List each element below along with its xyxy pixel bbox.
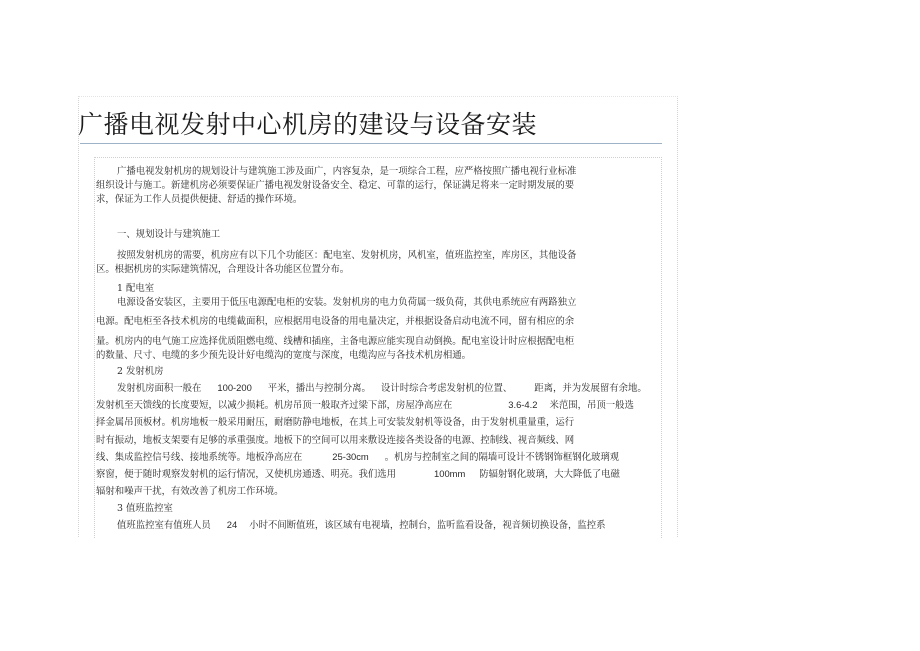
sub2-line-5-a: 线、集成监控信号线、接地系统等。地板净高应在 xyxy=(96,452,303,463)
sub2-line-6 xyxy=(96,468,620,481)
sub2-line-5 xyxy=(96,451,619,464)
sub1-line-2: 电源。配电柜至各技术机房的电缆截面积，应根据用电设备的用电量决定，并根据设备启动电流不同，留有相应的余 xyxy=(96,316,575,327)
sub2-line-6-c: 防辐射钢化玻璃，大大降低了电磁 xyxy=(479,469,620,480)
sub2-line-1-e: 距离，并为发展留有余地。 xyxy=(534,383,647,394)
sub2-line-5-c: 。机房与控制室之间的隔墙可设计不锈钢饰框钢化玻璃观 xyxy=(384,452,620,463)
sub3-line-1-a: 值班监控室有值班人员 xyxy=(117,520,211,531)
section-heading-planning: 一、规划设计与建筑施工 xyxy=(117,229,221,240)
sub2-line-2-b: 3.6-4.2 xyxy=(508,399,538,410)
sub2-line-5-b: 25-30cm xyxy=(332,451,369,462)
section1-line-2: 区。根据机房的实际建筑情况，合理设计各功能区位置分布。 xyxy=(96,264,350,275)
sub1-line-3: 量。机房内的电气施工应选择优质阻燃电缆、线槽和插座，主备电源应能实现自动倒换。配电室设计时应根据配电柜 xyxy=(96,336,575,347)
intro-line-3: 求，保证为工作人员提供便捷、舒适的操作环境。 xyxy=(96,194,303,205)
sub1-line-4: 的数量、尺寸、电缆的多少预先设计好电缆沟的宽度与深度，电缆沟应与各技术机房相通。 xyxy=(96,350,472,361)
sub2-line-1 xyxy=(117,382,647,395)
sub3-line-1-c: 小时不间断值班，该区域有电视墙，控制台，监听监看设备，视音频切换设备，监控系 xyxy=(249,520,606,531)
title-underline xyxy=(80,143,662,144)
sub2-line-2-c: 米范围，吊顶一般选 xyxy=(549,400,634,411)
sub2-line-1-c: 平米，播出与控制分离。 xyxy=(267,383,371,394)
subsection-heading-power-room: 1 配电室 xyxy=(117,283,155,294)
sub2-line-1-a: 发射机房面积一般在 xyxy=(117,383,202,394)
sub2-line-1-b: 100-200 xyxy=(217,382,252,393)
section1-line-1: 按照发射机房的需要，机房应有以下几个功能区：配电室、发射机房，风机室，值班监控室，库房区，其他设备 xyxy=(117,250,577,261)
sub2-line-1-d: 设计时综合考虑发射机的位置、 xyxy=(380,383,513,394)
subsection-heading-monitoring-room: 3 值班监控室 xyxy=(117,503,173,514)
sub2-line-2-a: 发射机至天馈线的长度要短，以减少损耗。机房吊顶一般取齐过梁下部，房屋净高应在 xyxy=(96,400,453,411)
subsection-heading-transmitter-room: 2 发射机房 xyxy=(117,366,164,377)
sub2-line-2 xyxy=(96,399,634,412)
sub1-line-1: 电源设备安装区，主要用于低压电源配电柜的安装。发射机房的电力负荷属一级负荷，其供电系统应有两路独立 xyxy=(117,297,577,308)
document-title: 广播电视发射中心机房的建设与设备安装 xyxy=(78,110,538,139)
intro-line-1: 广播电视发射机房的规划设计与建筑施工涉及面广，内容复杂，是一项综合工程，应严格按照广播电视行业标准 xyxy=(117,166,577,177)
sub2-line-6-b: 100mm xyxy=(434,468,466,479)
sub2-line-7: 辐射和噪声干扰，有效改善了机房工作环境。 xyxy=(96,486,284,497)
intro-line-2: 组织设计与施工。新建机房必须要保证广播电视发射设备安全、稳定、可靠的运行，保证满足将来一定时期发展的要 xyxy=(96,180,575,191)
sub2-line-3: 择金属吊顶板材。机房地板一般采用耐压，耐磨防静电地板，在其上可安装发射机等设备，由于发射机重量重，运行 xyxy=(96,417,575,428)
sub2-line-4: 时有振动，地板支架要有足够的承重强度。地板下的空间可以用来敷设连接各类设备的电源、控制线、视音频线、网 xyxy=(96,435,575,446)
sub3-line-1-b: 24 xyxy=(226,519,238,530)
sub3-line-1 xyxy=(117,519,605,532)
sub2-line-6-a: 察窗，便于随时观察发射机的运行情况，又使机房通透、明亮。我们选用 xyxy=(96,469,397,480)
